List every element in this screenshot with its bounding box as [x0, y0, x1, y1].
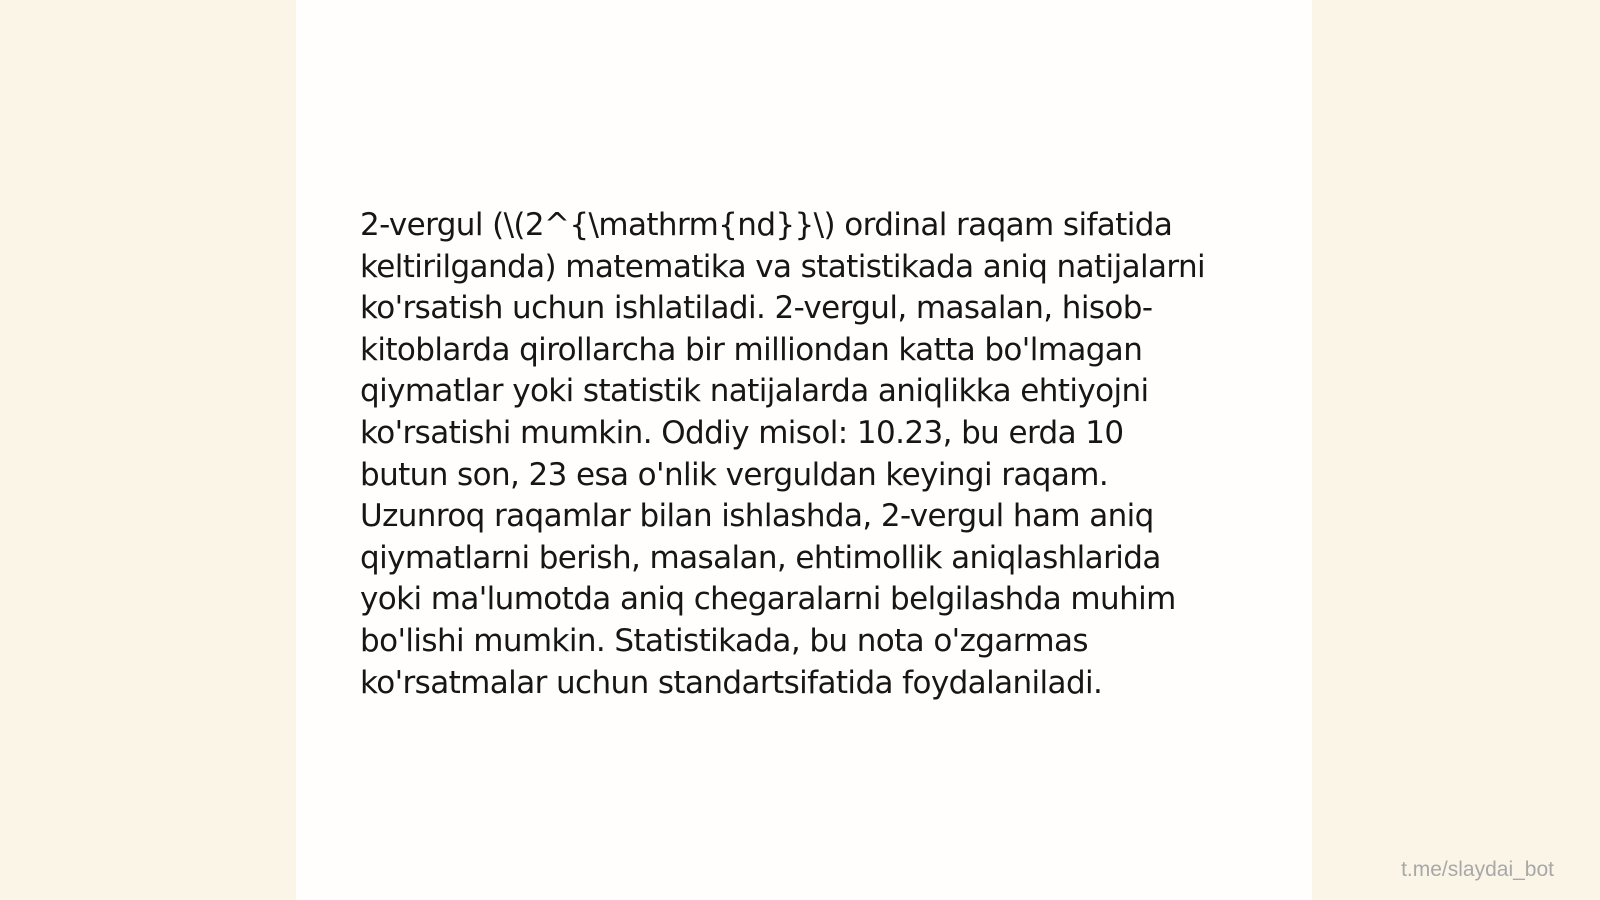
left-background-panel: [0, 0, 296, 900]
watermark-link: t.me/slaydai_bot: [1401, 858, 1554, 881]
slide-body-text: 2-vergul (\(2^{\mathrm{nd}}\) ordinal raqam sifatida keltirilganda) matematika va statistikada aniq natijalarni ko'rsatish uchun ishlatiladi. 2-vergul, masalan, hisob-kitoblarda qirollarcha bir milliondan katta bo'lmagan qiymatlar yoki statistik natijalarda aniqlikka ehtiyojni ko'rsatishi mumkin. Oddiy misol: 10.23, bu erda 10 butun son, 23 esa o'nlik verguldan keyingi raqam. Uzunroq raqamlar bilan ishlashda, 2-vergul ham aniq qiymatlarni berish, masalan, ehtimollik aniqlashlarida yoki ma'lumotda aniq chegaralarni belgilashda muhim bo'lishi mumkin. Statistikada, bu nota o'zgarmas ko'rsatmalar uchun standartsifatida foydalaniladi.: [360, 207, 1206, 701]
right-background-panel: [1312, 0, 1600, 900]
